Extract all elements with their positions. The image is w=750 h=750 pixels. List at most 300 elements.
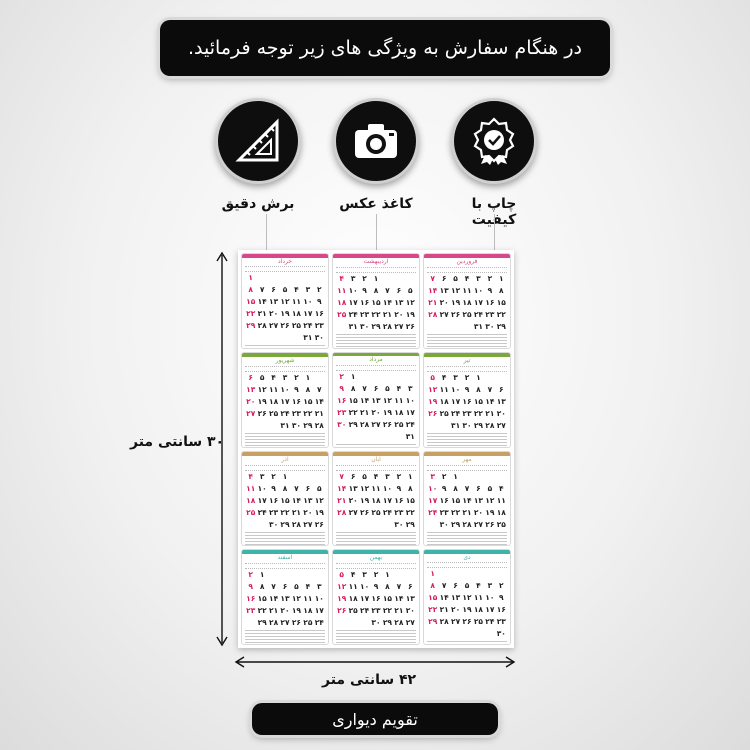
day-cell: ۳ (487, 581, 493, 590)
day-cell: ۱۷ (405, 407, 415, 417)
day-cell: ۱۴ (428, 286, 438, 295)
day-cell: ۸ (385, 582, 390, 592)
feature-precise-cut (212, 98, 304, 212)
day-cell: ۱۳ (394, 298, 404, 307)
day-cell: ۱۵ (246, 296, 256, 306)
day-cell: ۲۰ (496, 408, 506, 418)
day-cell: ۲۲ (371, 310, 381, 319)
day-cell: ۱۹ (485, 507, 495, 517)
day-cell: ۲۱ (394, 606, 404, 616)
day-cell: ۲ (441, 471, 447, 481)
day-cell: ۱۱ (348, 582, 358, 592)
day-grid (333, 570, 419, 627)
day-cell: ۹ (441, 483, 447, 493)
day-grid (333, 274, 419, 331)
day-cell: ۱۷ (485, 605, 495, 614)
day-cell: ۱۹ (428, 396, 438, 406)
day-cell: ۱ (259, 570, 265, 580)
day-cell: ۱۶ (314, 308, 324, 318)
day-cell: ۱۰ (451, 384, 461, 394)
day-grid (424, 472, 510, 529)
day-cell: ۲۴ (485, 617, 495, 626)
day-cell: ۲۰ (280, 606, 290, 616)
month-notes (336, 334, 416, 348)
day-cell: ۱۱ (291, 296, 302, 306)
day-cell: ۲۰ (451, 605, 461, 614)
day-cell: ۲۴ (303, 320, 313, 330)
day-cell: ۴ (441, 372, 447, 382)
day-cell: ۱۱ (394, 395, 404, 405)
day-cell: ۲۳ (314, 320, 324, 330)
day-cell: ۳۰ (337, 419, 347, 429)
day-cell: ۲۱ (257, 308, 267, 318)
day-cell: ۶ (271, 284, 276, 294)
day-cell: ۶ (248, 372, 253, 382)
day-cell: ۱۵ (371, 298, 381, 307)
day-cell: ۲۳ (439, 507, 449, 517)
month-notes (245, 433, 325, 447)
day-cell: ۱۳ (439, 286, 449, 295)
day-cell: ۳۰ (314, 332, 324, 342)
feature-label: کاغذ عکس (339, 196, 413, 212)
day-cell: ۲۵ (439, 408, 449, 418)
day-grid (424, 569, 510, 638)
month-panel (332, 352, 420, 448)
day-cell: ۲ (499, 581, 504, 590)
day-cell: ۱۹ (382, 407, 393, 417)
month-notes (427, 334, 507, 348)
day-cell: ۲۵ (246, 507, 256, 517)
day-cell: ۲۳ (496, 617, 506, 626)
day-cell: ۱۲ (485, 495, 495, 505)
day-cell: ۱۳ (303, 495, 313, 505)
day-cell: ۲۸ (485, 420, 495, 430)
feature-photo-paper (330, 98, 422, 212)
day-cell: ۱۷ (360, 594, 370, 604)
day-cell: ۹ (317, 296, 322, 306)
day-cell: ۲۹ (371, 322, 381, 331)
day-cell: ۸ (453, 483, 458, 493)
month-notes (336, 444, 416, 447)
day-cell: ۲۲ (473, 408, 484, 418)
month-name: بهمن (369, 554, 383, 562)
day-cell: ۱۷ (382, 495, 393, 505)
day-cell: ۳۱ (451, 420, 461, 430)
day-cell: ۱۹ (451, 298, 461, 307)
day-cell: ۱۴ (337, 483, 347, 493)
day-cell: ۱۷ (257, 495, 267, 505)
day-cell: ۱۹ (360, 495, 370, 505)
weekday-row (336, 365, 416, 371)
day-cell: ۵ (430, 372, 435, 382)
day-cell: ۱۶ (269, 495, 279, 505)
day-cell: ۱۸ (303, 606, 313, 616)
day-cell: ۱۲ (291, 594, 302, 604)
day-cell: ۱ (305, 372, 311, 382)
day-cell: ۲۳ (462, 408, 472, 418)
day-cell: ۲۶ (382, 419, 393, 429)
day-cell: ۷ (339, 471, 344, 481)
month-name: دی (463, 553, 471, 561)
day-cell: ۶ (499, 384, 504, 394)
day-cell: ۲۷ (451, 617, 461, 626)
day-cell: ۱۸ (394, 407, 404, 417)
day-cell: ۲۱ (485, 408, 495, 418)
day-cell: ۲۵ (337, 310, 347, 319)
day-cell: ۲ (373, 570, 379, 580)
day-cell: ۱۳ (269, 296, 279, 306)
day-cell: ۲ (464, 372, 470, 382)
day-cell: ۲ (271, 471, 276, 481)
day-cell: ۱۱ (337, 286, 347, 295)
day-cell: ۲۸ (360, 419, 370, 429)
day-cell: ۲۸ (257, 320, 267, 330)
day-cell: ۱۶ (337, 395, 347, 405)
day-cell: ۸ (248, 284, 253, 294)
day-cell: ۸ (430, 581, 435, 590)
day-cell: ۳ (350, 274, 356, 283)
day-cell: ۲۱ (360, 407, 370, 417)
feature-label: چاپ با کیفیت (471, 196, 517, 228)
bottom-banner (252, 703, 498, 735)
day-cell: ۱۳ (371, 395, 381, 405)
day-cell: ۹ (362, 286, 367, 295)
day-cell: ۷ (385, 286, 390, 295)
day-cell: ۱۱ (496, 495, 506, 505)
day-cell: ۱۵ (405, 495, 415, 505)
day-cell: ۱۸ (291, 308, 302, 318)
day-cell: ۱۸ (496, 507, 506, 517)
day-cell: ۷ (464, 483, 470, 493)
day-cell: ۱۰ (348, 286, 358, 295)
day-cell: ۱۵ (382, 594, 393, 604)
day-cell: ۲۲ (246, 308, 256, 318)
day-cell: ۲۳ (394, 507, 404, 517)
month-notes (427, 641, 507, 644)
day-cell: ۱۸ (348, 594, 358, 604)
day-cell: ۱۱ (246, 483, 256, 493)
day-cell: ۲۷ (303, 519, 313, 529)
day-cell: ۲۰ (405, 606, 415, 616)
day-cell: ۲۷ (439, 310, 449, 319)
day-cell: ۵ (294, 582, 299, 592)
day-cell: ۱ (373, 274, 379, 283)
day-cell: ۲۱ (439, 605, 449, 614)
day-cell: ۲۲ (303, 408, 313, 418)
day-cell: ۱۲ (280, 296, 290, 306)
bottom-banner-text: تقویم دیواری (332, 709, 418, 729)
month-panel (423, 451, 511, 547)
day-cell: ۳ (408, 383, 413, 393)
month-notes (245, 532, 325, 546)
day-cell: ۱۱ (473, 593, 484, 602)
day-cell: ۲۴ (314, 618, 324, 628)
day-cell: ۲۵ (303, 618, 313, 628)
day-cell: ۲۹ (496, 322, 506, 331)
day-cell: ۳۱ (303, 332, 313, 342)
day-cell: ۲۶ (405, 322, 415, 331)
day-cell: ۳۱ (473, 322, 484, 331)
day-cell: ۸ (282, 483, 288, 493)
day-cell: ۱۸ (462, 298, 472, 307)
month-notes (427, 532, 507, 546)
day-cell: ۲۲ (405, 507, 415, 517)
month-notes (427, 433, 507, 447)
day-cell: ۱۰ (485, 593, 495, 602)
day-cell: ۶ (396, 286, 402, 295)
wall-calendar-sheet (238, 250, 514, 648)
day-cell: ۲۴ (428, 507, 438, 517)
quality-badge-icon (451, 98, 537, 184)
day-cell: ۲۱ (462, 507, 472, 517)
day-cell: ۱۵ (280, 495, 290, 505)
day-cell: ۲۵ (269, 408, 279, 418)
top-banner (160, 20, 610, 76)
day-cell: ۲۶ (337, 606, 347, 616)
day-grid (242, 570, 328, 627)
day-cell: ۲۸ (314, 420, 324, 430)
weekday-row (245, 563, 325, 569)
day-cell: ۳۰ (439, 519, 449, 529)
day-cell: ۷ (317, 384, 322, 394)
day-cell: ۶ (350, 471, 356, 481)
day-cell: ۲۷ (371, 419, 381, 429)
day-cell: ۹ (396, 483, 402, 493)
day-cell: ۱۷ (303, 308, 313, 318)
day-cell: ۱۶ (291, 396, 302, 406)
day-cell: ۸ (259, 582, 265, 592)
day-cell: ۴ (396, 383, 402, 393)
day-cell: ۲۸ (291, 519, 302, 529)
day-cell: ۲ (294, 372, 299, 382)
month-notes (336, 630, 416, 644)
day-cell: ۱۸ (246, 495, 256, 505)
day-cell: ۲ (317, 284, 322, 294)
day-cell: ۱۲ (451, 286, 461, 295)
month-name: شهریور (275, 356, 295, 364)
weekday-row (427, 366, 507, 372)
day-cell: ۱۷ (473, 298, 484, 307)
day-cell: ۱۹ (462, 605, 472, 614)
day-cell: ۲۹ (303, 420, 313, 430)
day-cell: ۳۰ (485, 322, 495, 331)
weekday-row (427, 267, 507, 273)
day-cell: ۱۷ (314, 606, 324, 616)
day-cell: ۲۴ (348, 310, 358, 319)
day-cell: ۲۰ (371, 407, 381, 417)
day-cell: ۶ (305, 483, 311, 493)
day-cell: ۵ (487, 483, 493, 493)
month-name: آبان (371, 455, 381, 463)
day-cell: ۳۰ (269, 519, 279, 529)
day-cell: ۵ (259, 372, 265, 382)
day-cell: ۱۹ (314, 507, 324, 517)
day-cell: ۱۶ (371, 594, 381, 604)
day-cell: ۲۶ (485, 519, 495, 529)
day-cell: ۶ (408, 582, 413, 592)
day-cell: ۳۱ (348, 322, 358, 331)
day-cell: ۲۳ (269, 507, 279, 517)
day-cell: ۹ (487, 286, 493, 295)
day-cell: ۹ (373, 582, 379, 592)
month-name: آذر (281, 455, 289, 463)
month-name: اسفند (277, 554, 293, 562)
day-cell: ۱۵ (473, 396, 484, 406)
day-cell: ۹ (271, 483, 276, 493)
day-cell: ۱۲ (428, 384, 438, 394)
weekday-row (427, 562, 507, 568)
day-cell: ۱۲ (360, 483, 370, 493)
day-cell: ۴ (373, 471, 379, 481)
day-cell: ۲۴ (451, 408, 461, 418)
set-square-ruler-icon (215, 98, 301, 184)
day-cell: ۲۸ (382, 322, 393, 331)
day-grid (242, 373, 328, 430)
day-cell: ۱ (476, 372, 481, 382)
calendar-grid (241, 253, 511, 645)
day-cell: ۱۸ (337, 298, 347, 307)
day-cell: ۱۱ (303, 594, 313, 604)
weekday-row (427, 465, 507, 471)
day-cell: ۲۵ (496, 519, 506, 529)
day-cell: ۱۰ (382, 483, 393, 493)
day-cell: ۱۲ (462, 593, 472, 602)
day-cell: ۲۰ (394, 310, 404, 319)
day-cell: ۳۰ (496, 629, 506, 638)
day-cell: ۵ (408, 286, 413, 295)
month-name: تیر (463, 356, 471, 364)
day-cell: ۲ (487, 274, 493, 283)
day-cell: ۶ (441, 274, 447, 283)
day-cell: ۱۹ (280, 308, 290, 318)
day-grid (424, 274, 510, 331)
day-cell: ۲۷ (348, 507, 358, 517)
day-cell: ۱۸ (269, 396, 279, 406)
day-cell: ۱ (408, 471, 413, 481)
day-cell: ۳ (453, 372, 458, 382)
day-grid (333, 472, 419, 529)
weekday-row (336, 465, 416, 471)
day-cell: ۱۸ (439, 396, 449, 406)
day-cell: ۲۳ (360, 310, 370, 319)
day-cell: ۲۹ (280, 519, 290, 529)
day-cell: ۱۰ (405, 395, 415, 405)
day-cell: ۲۱ (291, 507, 302, 517)
day-cell: ۲۰ (348, 495, 358, 505)
day-cell: ۱۸ (371, 495, 381, 505)
day-cell: ۲۵ (462, 310, 472, 319)
day-cell: ۱۳ (280, 594, 290, 604)
day-cell: ۱۵ (451, 495, 461, 505)
day-cell: ۸ (373, 286, 379, 295)
day-cell: ۷ (430, 274, 435, 283)
day-cell: ۴ (305, 582, 311, 592)
day-cell: ۲۱ (428, 298, 438, 307)
day-cell: ۹ (464, 384, 470, 394)
top-banner-text: در هنگام سفارش به ویژگی های زیر توجه فرمائید. (188, 37, 582, 59)
month-panel (241, 549, 329, 645)
day-cell: ۴ (350, 570, 356, 580)
weekday-row (245, 465, 325, 471)
day-cell: ۷ (271, 582, 276, 592)
day-cell: ۱۵ (496, 298, 506, 307)
day-cell: ۲۴ (473, 310, 484, 319)
day-cell: ۳ (317, 582, 322, 592)
day-cell: ۱۶ (485, 298, 495, 307)
day-cell: ۴ (271, 372, 276, 382)
day-cell: ۱۵ (428, 593, 438, 602)
day-cell: ۲۱ (269, 606, 279, 616)
day-cell: ۲۹ (428, 617, 438, 626)
day-cell: ۲۸ (462, 519, 472, 529)
day-cell: ۱۰ (303, 296, 313, 306)
day-cell: ۱۶ (246, 594, 256, 604)
month-name: فروردین (456, 258, 478, 265)
day-cell: ۱۷ (348, 298, 358, 307)
day-cell: ۲۹ (246, 320, 256, 330)
day-cell: ۲ (339, 371, 344, 381)
day-cell: ۱۹ (337, 594, 347, 604)
day-cell: ۱۹ (291, 606, 302, 616)
day-cell: ۱۶ (462, 396, 472, 406)
day-cell: ۳۱ (405, 431, 415, 441)
day-cell: ۱۷ (428, 495, 438, 505)
day-cell: ۱۰ (473, 286, 484, 295)
day-cell: ۱۴ (394, 594, 404, 604)
day-cell: ۸ (350, 383, 356, 393)
day-cell: ۲۲ (382, 606, 393, 616)
day-cell: ۲۵ (348, 606, 358, 616)
day-cell: ۸ (499, 286, 504, 295)
day-cell: ۷ (294, 483, 299, 493)
day-cell: ۲ (396, 471, 402, 481)
month-panel (332, 253, 420, 349)
day-cell: ۲۶ (280, 320, 290, 330)
day-grid (242, 472, 328, 529)
day-cell: ۳۰ (462, 420, 472, 430)
day-cell: ۶ (373, 383, 379, 393)
day-cell: ۲۷ (280, 618, 290, 628)
day-cell: ۱ (282, 471, 288, 481)
day-cell: ۲۳ (291, 408, 302, 418)
day-cell: ۲۷ (473, 519, 484, 529)
day-cell: ۱۶ (360, 298, 370, 307)
month-panel (423, 549, 511, 645)
day-cell: ۸ (305, 384, 311, 394)
day-cell: ۷ (259, 284, 265, 294)
day-cell: ۷ (487, 384, 493, 394)
feature-quality-print (448, 98, 540, 228)
day-cell: ۲۹ (405, 519, 415, 529)
day-cell: ۱۴ (314, 396, 324, 406)
day-cell: ۹ (248, 582, 253, 592)
month-notes (245, 345, 325, 348)
day-cell: ۱۷ (280, 396, 290, 406)
day-cell: ۲۳ (485, 310, 495, 319)
day-cell: ۱۲ (337, 582, 347, 592)
day-cell: ۱۷ (451, 396, 461, 406)
month-panel (332, 549, 420, 645)
month-name: خرداد (277, 257, 293, 265)
day-cell: ۲۲ (496, 310, 506, 319)
month-panel (423, 352, 511, 448)
camera-icon (333, 98, 419, 184)
day-cell: ۱ (385, 570, 390, 580)
day-cell: ۱۳ (246, 384, 256, 394)
day-cell: ۲۲ (428, 605, 438, 614)
day-cell: ۱۴ (439, 593, 449, 602)
day-cell: ۲۸ (269, 618, 279, 628)
